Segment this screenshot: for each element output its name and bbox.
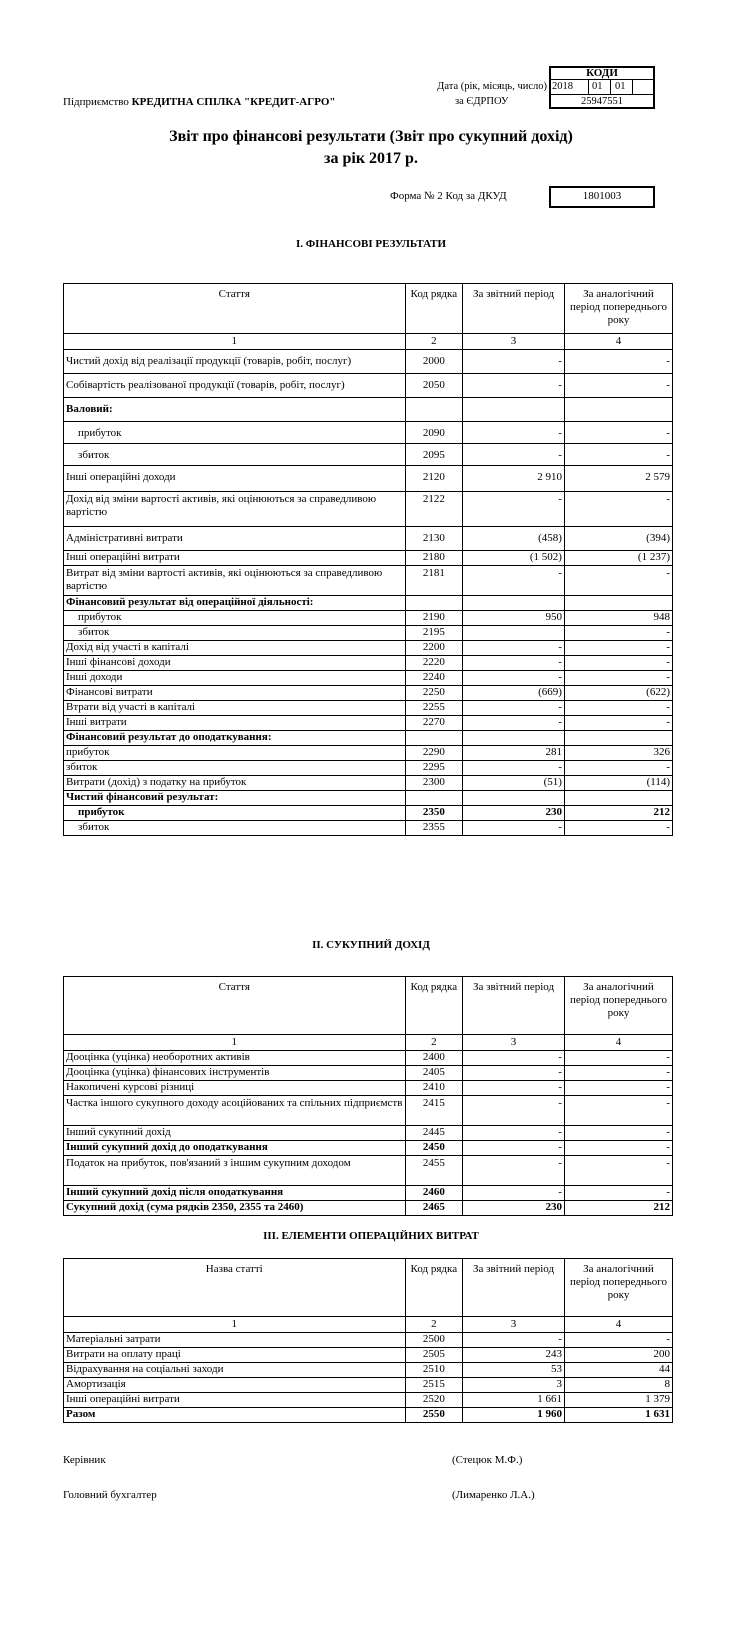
column-number: 2 [405,1035,463,1051]
row-current: - [463,1156,565,1186]
row-code: 2000 [405,350,463,374]
column-number-row [64,334,673,350]
table-row [64,821,673,836]
row-code: 2450 [405,1141,463,1156]
row-code: 2465 [405,1201,463,1216]
row-current: 230 [463,806,565,821]
row-current [463,626,565,641]
column-header: За звітний період [463,977,565,1035]
row-label: Інші операційні витрати [64,551,406,566]
row-previous: - [564,444,672,466]
codes-header: КОДИ [586,67,618,79]
row-previous: - [564,1156,672,1186]
row-previous: - [564,761,672,776]
row-previous: - [564,374,672,398]
row-label: Чистий дохід від реалізації продукції (товарів, робіт, послуг) [64,350,406,374]
row-label: прибуток [64,806,406,821]
row-current: - [463,566,565,596]
table-row [64,1096,673,1126]
accountant-name: (Лимаренко Л.А.) [452,1489,535,1501]
table-row [64,1156,673,1186]
row-label: Собівартість реалізованої продукції (товарів, робіт, послуг) [64,374,406,398]
row-label: Валовий: [64,398,406,422]
table-row [64,1348,673,1363]
row-previous: - [564,626,672,641]
row-current: - [463,1333,565,1348]
row-previous: 212 [564,806,672,821]
row-code: 2181 [405,566,463,596]
row-label: Витрати на оплату праці [64,1348,406,1363]
row-current: - [463,374,565,398]
row-previous: - [564,821,672,836]
column-header: Код рядка [405,284,463,334]
column-number: 1 [64,334,406,350]
column-header: За звітний період [463,1259,565,1317]
table-row [64,1201,673,1216]
row-current: - [463,1051,565,1066]
table-row [64,1408,673,1423]
table-row [64,686,673,701]
row-current: 53 [463,1363,565,1378]
column-number: 1 [64,1317,406,1333]
date-sep-2 [610,80,611,94]
row-code: 2122 [405,492,463,527]
row-label: Втрати від участі в капіталі [64,701,406,716]
row-current: - [463,671,565,686]
table-row [64,776,673,791]
codes-divider-2 [549,94,655,95]
table-row [64,596,673,611]
row-current: - [463,641,565,656]
section1-title: I. ФІНАНСОВІ РЕЗУЛЬТАТИ [295,238,447,250]
accountant-label: Головний бухгалтер [63,1489,157,1501]
row-code: 2250 [405,686,463,701]
row-previous: 44 [564,1363,672,1378]
column-number: 3 [463,1035,565,1051]
table-row [64,422,673,444]
row-code: 2520 [405,1393,463,1408]
column-number-row [64,1035,673,1051]
row-code: 2350 [405,806,463,821]
table-row [64,398,673,422]
row-label: Амортизація [64,1378,406,1393]
row-previous: (1 237) [564,551,672,566]
table-row [64,1141,673,1156]
row-label: збиток [64,444,406,466]
financial-results-table [63,283,673,836]
row-label: Дохід від участі в капіталі [64,641,406,656]
row-previous: - [564,1333,672,1348]
row-label: прибуток [64,611,406,626]
row-code [405,791,463,806]
row-label: Витрат від зміни вартості активів, які оцінюються за справедливою вартістю [64,566,406,596]
column-header: Назва статті [64,1259,406,1317]
row-previous: - [564,566,672,596]
row-previous [564,398,672,422]
table-row [64,641,673,656]
table-row [64,466,673,492]
row-current [463,398,565,422]
row-current: - [463,1096,565,1126]
comprehensive-income-table [63,976,673,1216]
row-label: прибуток [64,422,406,444]
row-current [463,731,565,746]
row-label: Інші операційні доходи [64,466,406,492]
row-current: - [463,444,565,466]
edrpou-label: за ЄДРПОУ [455,96,509,107]
table-row [64,1126,673,1141]
column-header: За аналогічний період попереднього року [564,1259,672,1317]
row-label: Інший сукупний дохід до оподаткування [64,1141,406,1156]
row-code: 2445 [405,1126,463,1141]
row-code: 2355 [405,821,463,836]
row-current: 230 [463,1201,565,1216]
column-number-row [64,1317,673,1333]
row-current: - [463,350,565,374]
row-current: - [463,716,565,731]
operating-costs-table [63,1258,673,1423]
section2-title: II. СУКУПНИЙ ДОХІД [312,939,430,951]
row-previous [564,731,672,746]
table-row [64,492,673,527]
header-row [64,977,673,1035]
row-current: (669) [463,686,565,701]
column-header: Код рядка [405,977,463,1035]
row-code: 2240 [405,671,463,686]
column-number: 1 [64,1035,406,1051]
table-row [64,374,673,398]
table-row [64,731,673,746]
row-code: 2400 [405,1051,463,1066]
header-row [64,1259,673,1317]
table-row [64,551,673,566]
row-previous [564,791,672,806]
row-previous: - [564,1081,672,1096]
row-label: Податок на прибуток, пов'язаний з іншим сукупним доходом [64,1156,406,1186]
table-row [64,716,673,731]
row-previous: 326 [564,746,672,761]
row-code: 2415 [405,1096,463,1126]
row-previous: - [564,492,672,527]
table-row [64,350,673,374]
row-previous: - [564,1126,672,1141]
row-previous: 200 [564,1348,672,1363]
row-previous: (622) [564,686,672,701]
row-label: Разом [64,1408,406,1423]
row-label: Інші фінансові доходи [64,656,406,671]
row-current: - [463,422,565,444]
row-previous: 212 [564,1201,672,1216]
director-label: Керівник [63,1454,106,1466]
date-sep-1 [588,80,589,94]
row-code: 2270 [405,716,463,731]
row-code [405,731,463,746]
row-current: - [463,701,565,716]
row-label: Дооцінка (уцінка) необоротних активів [64,1051,406,1066]
row-code: 2550 [405,1408,463,1423]
row-label: Фінансовий результат від операційної діяльності: [64,596,406,611]
row-label: Сукупний дохід (сума рядків 2350, 2355 та 2460) [64,1201,406,1216]
table-row [64,1186,673,1201]
enterprise-name: КРЕДИТНА СПІЛКА "КРЕДИТ-АГРО" [131,96,336,108]
row-code: 2290 [405,746,463,761]
row-label: Інші витрати [64,716,406,731]
row-label: збиток [64,821,406,836]
row-label: Адміністративні витрати [64,527,406,551]
column-number: 2 [405,1317,463,1333]
row-code: 2300 [405,776,463,791]
row-current [463,791,565,806]
table-row [64,1363,673,1378]
date-year: 2018 [552,81,573,92]
table-row [64,1378,673,1393]
header-row [64,284,673,334]
row-current: (51) [463,776,565,791]
form-label: Форма № 2 Код за ДКУД [390,190,507,202]
row-label: Матеріальні затрати [64,1333,406,1348]
row-code: 2410 [405,1081,463,1096]
column-number: 4 [564,1035,672,1051]
row-previous: 948 [564,611,672,626]
row-current: 3 [463,1378,565,1393]
row-label: Чистий фінансовий результат: [64,791,406,806]
row-label: Дооцінка (уцінка) фінансових інструментів [64,1066,406,1081]
row-label: Фінансові витрати [64,686,406,701]
table-row [64,626,673,641]
table-row [64,1051,673,1066]
row-code: 2190 [405,611,463,626]
page-subtitle: за рік 2017 р. [324,150,418,167]
table-row [64,611,673,626]
row-previous: - [564,350,672,374]
enterprise-label: Підприємство [63,96,129,108]
row-current [463,596,565,611]
row-current: - [463,1186,565,1201]
row-previous: - [564,641,672,656]
row-previous: - [564,671,672,686]
edrpou-value: 25947551 [581,96,623,107]
table-row [64,1081,673,1096]
row-label: прибуток [64,746,406,761]
row-label: Інший сукупний дохід [64,1126,406,1141]
row-current: 2 910 [463,466,565,492]
row-code [405,398,463,422]
row-label: Інший сукупний дохід після оподаткування [64,1186,406,1201]
row-current: - [463,1141,565,1156]
row-label: Накопичені курсові різниці [64,1081,406,1096]
row-code: 2200 [405,641,463,656]
row-previous: - [564,1186,672,1201]
row-code: 2220 [405,656,463,671]
row-label: Фінансовий результат до оподаткування: [64,731,406,746]
row-previous [564,596,672,611]
row-current: 281 [463,746,565,761]
row-code [405,596,463,611]
row-label: Відрахування на соціальні заходи [64,1363,406,1378]
row-code: 2090 [405,422,463,444]
table-row [64,1066,673,1081]
column-header: За аналогічний період попереднього року [564,977,672,1035]
table-row [64,1393,673,1408]
column-header: Код рядка [405,1259,463,1317]
row-current: - [463,1081,565,1096]
date-day: 01 [615,81,626,92]
row-current: 950 [463,611,565,626]
row-previous: (114) [564,776,672,791]
column-number: 4 [564,1317,672,1333]
row-label: збиток [64,761,406,776]
row-label: Витрати (дохід) з податку на прибуток [64,776,406,791]
row-code: 2195 [405,626,463,641]
row-previous: - [564,716,672,731]
table-row [64,701,673,716]
column-number: 3 [463,1317,565,1333]
row-code: 2120 [405,466,463,492]
table-row [64,656,673,671]
row-code: 2095 [405,444,463,466]
director-name: (Стецюк М.Ф.) [452,1454,523,1466]
table-row [64,527,673,551]
enterprise [63,96,336,108]
row-code: 2500 [405,1333,463,1348]
row-label: Дохід від зміни вартості активів, які оцінюються за справедливою вартістю [64,492,406,527]
row-previous: - [564,422,672,444]
table-row [64,1333,673,1348]
column-header: За звітний період [463,284,565,334]
row-code: 2455 [405,1156,463,1186]
date-month: 01 [592,81,603,92]
date-label: Дата (рік, місяць, число) [437,81,547,92]
row-current: - [463,1066,565,1081]
row-previous: 1 631 [564,1408,672,1423]
table-row [64,806,673,821]
codes-divider-1 [549,79,655,80]
table-row [64,746,673,761]
form-code: 1801003 [582,190,622,202]
row-label: Інші доходи [64,671,406,686]
row-previous: - [564,656,672,671]
row-code: 2460 [405,1186,463,1201]
table-row [64,761,673,776]
table-row [64,671,673,686]
table-row [64,566,673,596]
row-label: Інші операційні витрати [64,1393,406,1408]
column-number: 2 [405,334,463,350]
row-code: 2130 [405,527,463,551]
row-code: 2515 [405,1378,463,1393]
page-title: Звіт про фінансові результати (Звіт про сукупний дохід) [169,128,573,145]
row-code: 2050 [405,374,463,398]
row-current: 1 960 [463,1408,565,1423]
row-current: (458) [463,527,565,551]
row-code: 2255 [405,701,463,716]
row-current: 243 [463,1348,565,1363]
row-previous: - [564,1141,672,1156]
row-current: - [463,656,565,671]
column-header: За аналогічний період попереднього року [564,284,672,334]
row-previous: - [564,1096,672,1126]
row-current: 1 661 [463,1393,565,1408]
row-current: (1 502) [463,551,565,566]
row-current: - [463,821,565,836]
row-code: 2405 [405,1066,463,1081]
section3-title: III. ЕЛЕМЕНТИ ОПЕРАЦІЙНИХ ВИТРАТ [263,1230,479,1242]
row-previous: 1 379 [564,1393,672,1408]
row-current: - [463,761,565,776]
row-current: - [463,492,565,527]
row-previous: - [564,701,672,716]
row-code: 2510 [405,1363,463,1378]
row-previous: 2 579 [564,466,672,492]
column-number: 4 [564,334,672,350]
row-previous: 8 [564,1378,672,1393]
row-label: збиток [64,626,406,641]
table-row [64,791,673,806]
row-current: - [463,1126,565,1141]
column-number: 3 [463,334,565,350]
row-code: 2505 [405,1348,463,1363]
row-previous: (394) [564,527,672,551]
column-header: Стаття [64,977,406,1035]
table-row [64,444,673,466]
row-label: Частка іншого сукупного доходу асоційованих та спільних підприємств [64,1096,406,1126]
row-code: 2180 [405,551,463,566]
row-code: 2295 [405,761,463,776]
row-previous: - [564,1051,672,1066]
date-sep-3 [632,80,633,94]
row-previous: - [564,1066,672,1081]
column-header: Стаття [64,284,406,334]
